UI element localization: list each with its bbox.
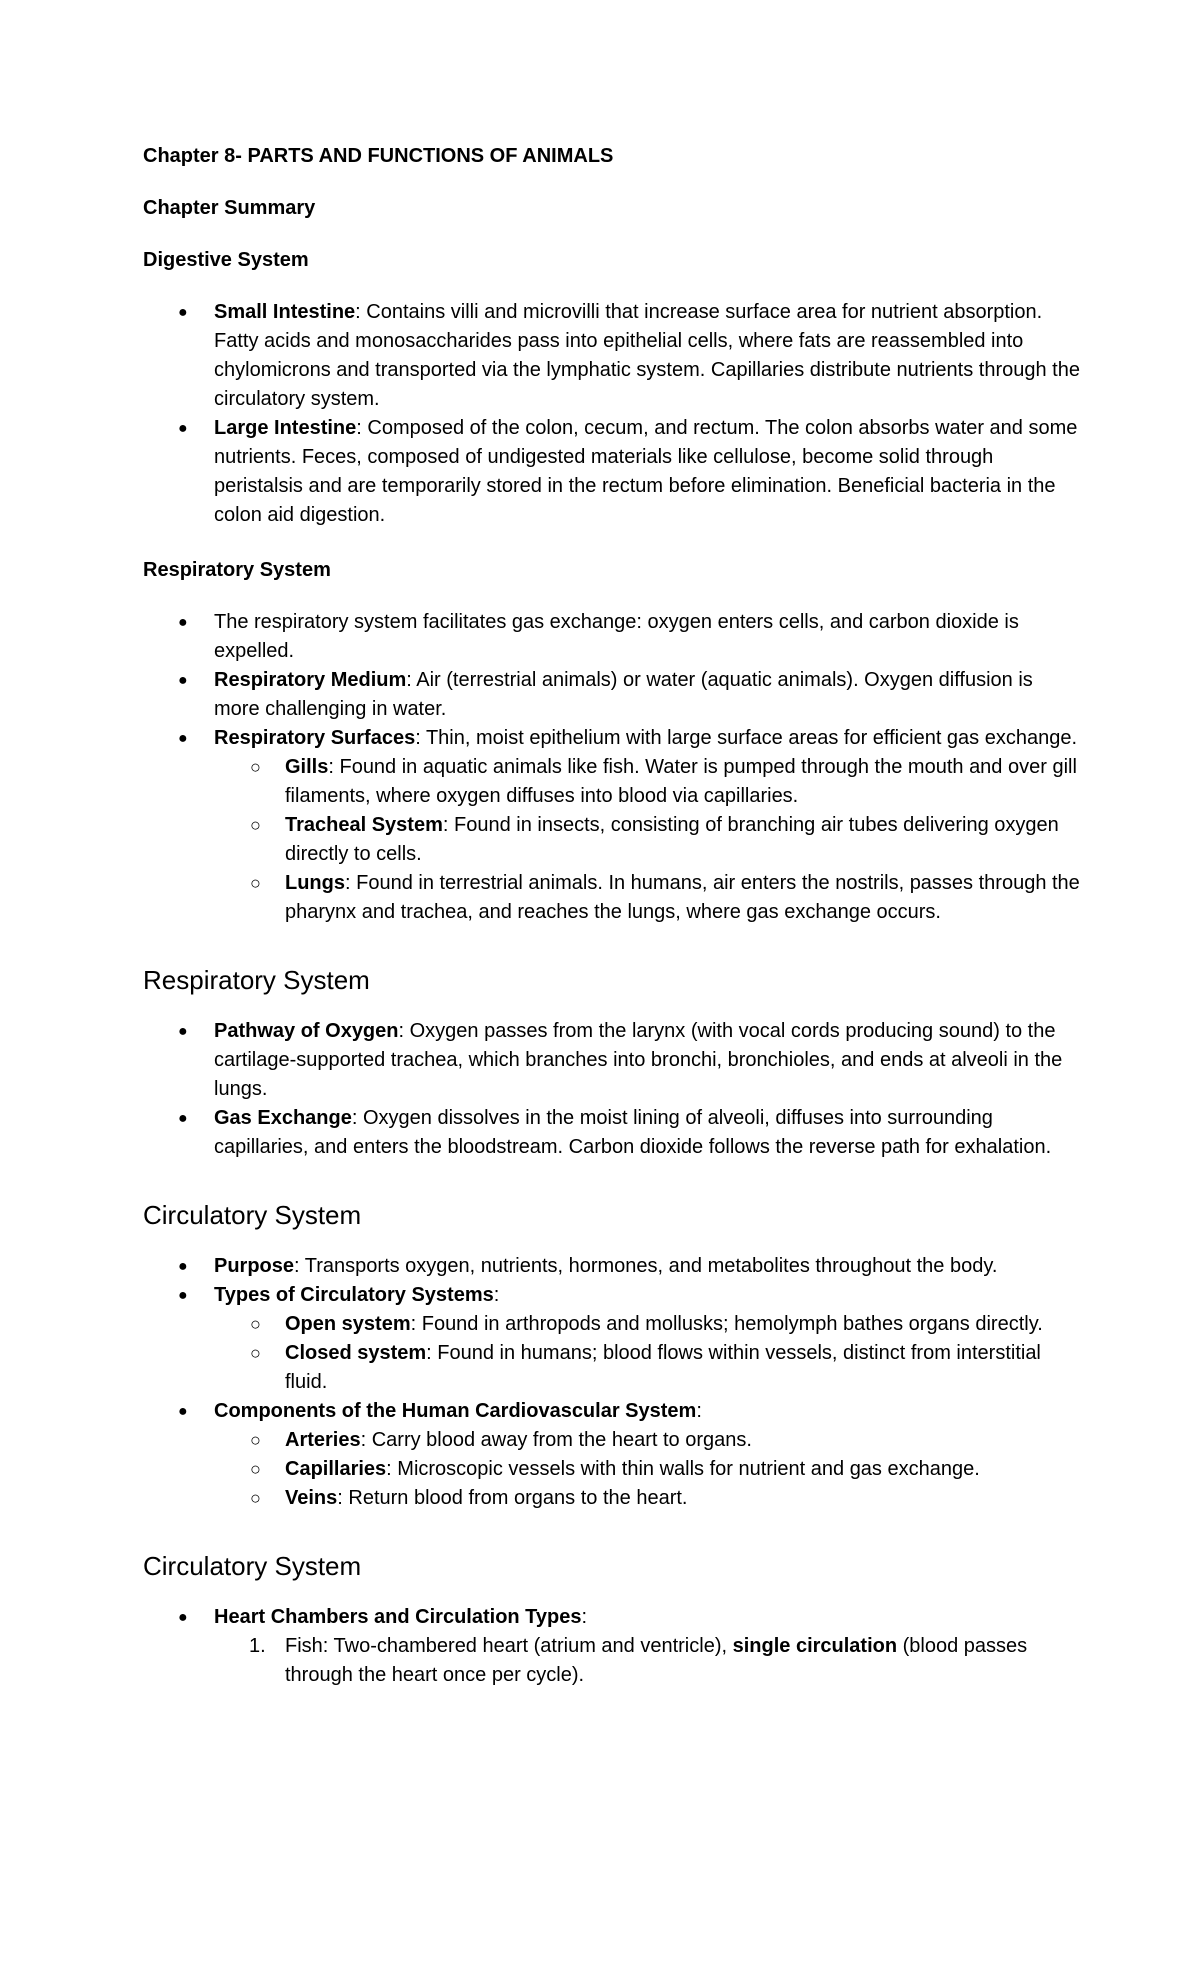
- bullet-icon: ●: [178, 1110, 188, 1127]
- list-number: 1.: [249, 1635, 266, 1657]
- definition: : Found in humans; blood flows within vessels, distinct from interstitial fluid.: [285, 1342, 1041, 1393]
- bullet-icon: ●: [178, 1609, 188, 1626]
- term: Capillaries: [285, 1458, 387, 1480]
- term: Pathway of Oxygen: [214, 1020, 399, 1042]
- term: Lungs: [285, 872, 345, 894]
- list-item: [214, 1310, 1080, 1339]
- list-item: [214, 1484, 1080, 1513]
- term: Arteries: [285, 1429, 361, 1451]
- document-title: Chapter 8- PARTS AND FUNCTIONS OF ANIMALS: [143, 145, 614, 167]
- circle-bullet-icon: ○: [250, 873, 261, 893]
- heart-chambers-list: [143, 1603, 1080, 1690]
- list-item: [143, 414, 1080, 530]
- list-item: [143, 608, 1080, 666]
- bullet-icon: ●: [178, 730, 188, 747]
- term: Veins: [285, 1487, 338, 1509]
- term: Types of Circulatory Systems: [214, 1284, 494, 1306]
- definition: : Carry blood away from the heart to organs.: [360, 1429, 752, 1451]
- term: Tracheal System: [285, 814, 443, 836]
- definition: Fish: Two-chambered heart (atrium and ventricle),: [285, 1635, 733, 1657]
- chapter-summary-heading: Chapter Summary: [143, 197, 316, 219]
- definition: : Oxygen passes from the larynx (with vocal cords producing sound) to the cartilage-supported trachea, which branches into bronchi, bronchioles, and ends at alveoli in the lungs.: [214, 1020, 1063, 1100]
- list-item: [214, 869, 1080, 927]
- term: Respiratory Surfaces: [214, 727, 416, 749]
- circle-bullet-icon: ○: [250, 1343, 261, 1363]
- list-item: [214, 753, 1080, 811]
- definition: : Thin, moist epithelium with large surface areas for efficient gas exchange.: [415, 727, 1078, 749]
- definition: : Found in arthropods and mollusks; hemolymph bathes organs directly.: [410, 1313, 1043, 1335]
- list-item: [143, 1281, 1080, 1397]
- definition: : Composed of the colon, cecum, and rectum. The colon absorbs water and some nutrients. Feces, composed of undigested materials like cellulose, become solid through peristalsis and are temporarily stored in the rectum before elimination. Beneficial bacteria in the colon aid digestion.: [214, 417, 1078, 526]
- list-item: [214, 811, 1080, 869]
- respiratory-system-section-heading: Respiratory System: [143, 965, 370, 995]
- definition: : Air (terrestrial animals) or water (aquatic animals). Oxygen diffusion is more challenging in water.: [214, 669, 1033, 720]
- term: Gas Exchange: [214, 1107, 352, 1129]
- circle-bullet-icon: ○: [250, 1430, 261, 1450]
- respiratory-system-heading: Respiratory System: [143, 559, 331, 581]
- list-item: [143, 1104, 1080, 1162]
- circle-bullet-icon: ○: [250, 1488, 261, 1508]
- circle-bullet-icon: ○: [250, 1459, 261, 1479]
- list-item: [143, 1397, 1080, 1513]
- circulatory-types-sublist: [214, 1310, 1080, 1397]
- cardiovascular-components-sublist: [214, 1426, 1080, 1513]
- list-item: [143, 1017, 1080, 1104]
- definition: : Found in insects, consisting of branching air tubes delivering oxygen directly to cells.: [285, 814, 1059, 865]
- list-item: [143, 298, 1080, 414]
- circle-bullet-icon: ○: [250, 1314, 261, 1334]
- definition: : Oxygen dissolves in the moist lining of alveoli, diffuses into surrounding capillaries, and enters the bloodstream. Carbon dioxide follows the reverse path for exhalation.: [214, 1107, 1052, 1158]
- definition: :: [696, 1400, 702, 1422]
- definition: :: [493, 1284, 500, 1306]
- definition: (blood passes through the heart once per cycle).: [285, 1635, 1028, 1686]
- list-item: [214, 1455, 1080, 1484]
- bullet-icon: ●: [178, 1023, 188, 1040]
- respiratory-surfaces-sublist: [214, 753, 1080, 927]
- list-item: [143, 1603, 1080, 1690]
- circle-bullet-icon: ○: [250, 757, 261, 777]
- circulatory-list: [143, 1252, 1080, 1513]
- respiratory-list: [143, 608, 1080, 927]
- list-item: [143, 666, 1080, 724]
- digestive-system-heading: Digestive System: [143, 249, 309, 271]
- bullet-icon: ●: [178, 672, 188, 689]
- heart-types-numbered-list: [214, 1632, 1080, 1690]
- definition: : Transports oxygen, nutrients, hormones, and metabolites throughout the body.: [294, 1255, 998, 1277]
- list-item: [214, 1632, 1080, 1690]
- definition: : Found in terrestrial animals. In humans, air enters the nostrils, passes through the pharynx and trachea, and reaches the lungs, where gas exchange occurs.: [285, 872, 1080, 923]
- term: Small Intestine: [214, 301, 356, 323]
- term: Heart Chambers and Circulation Types: [214, 1606, 582, 1628]
- definition: : Microscopic vessels with thin walls for nutrient and gas exchange.: [386, 1458, 980, 1480]
- term: Components of the Human Cardiovascular System: [214, 1400, 697, 1422]
- term: Respiratory Medium: [214, 669, 407, 691]
- circulatory-system-section-heading: Circulatory System: [143, 1200, 362, 1230]
- definition: : Contains villi and microvilli that increase surface area for nutrient absorption. Fatty acids and monosaccharides pass into epithelial cells, where fats are reassembled into chylomicrons and transported via the lymphatic system. Capillaries distribute nutrients through the circulatory system.: [214, 301, 1080, 410]
- bullet-icon: ●: [178, 304, 188, 321]
- bullet-icon: ●: [178, 1403, 188, 1420]
- term: Gills: [285, 756, 329, 778]
- respiratory-details-list: [143, 1017, 1080, 1162]
- list-item: [143, 724, 1080, 927]
- list-item: [214, 1426, 1080, 1455]
- circulatory-system-section-heading-2: Circulatory System: [143, 1551, 362, 1581]
- definition: : Return blood from organs to the heart.: [337, 1487, 688, 1509]
- bullet-icon: ●: [178, 420, 188, 437]
- definition: :: [581, 1606, 588, 1628]
- term: Open system: [285, 1313, 411, 1335]
- term: Large Intestine: [214, 417, 357, 439]
- term: single circulation: [732, 1635, 898, 1657]
- term: Purpose: [214, 1255, 295, 1277]
- bullet-icon: ●: [178, 1287, 188, 1304]
- digestive-list: [143, 298, 1080, 530]
- term: Closed system: [285, 1342, 427, 1364]
- list-item: [143, 1252, 1080, 1281]
- definition: : Found in aquatic animals like fish. Water is pumped through the mouth and over gill filaments, where oxygen diffuses into blood via capillaries.: [285, 756, 1077, 807]
- list-item: [214, 1339, 1080, 1397]
- circle-bullet-icon: ○: [250, 815, 261, 835]
- definition: The respiratory system facilitates gas exchange: oxygen enters cells, and carbon dioxide is expelled.: [214, 611, 1019, 662]
- bullet-icon: ●: [178, 614, 188, 631]
- bullet-icon: ●: [178, 1258, 188, 1275]
